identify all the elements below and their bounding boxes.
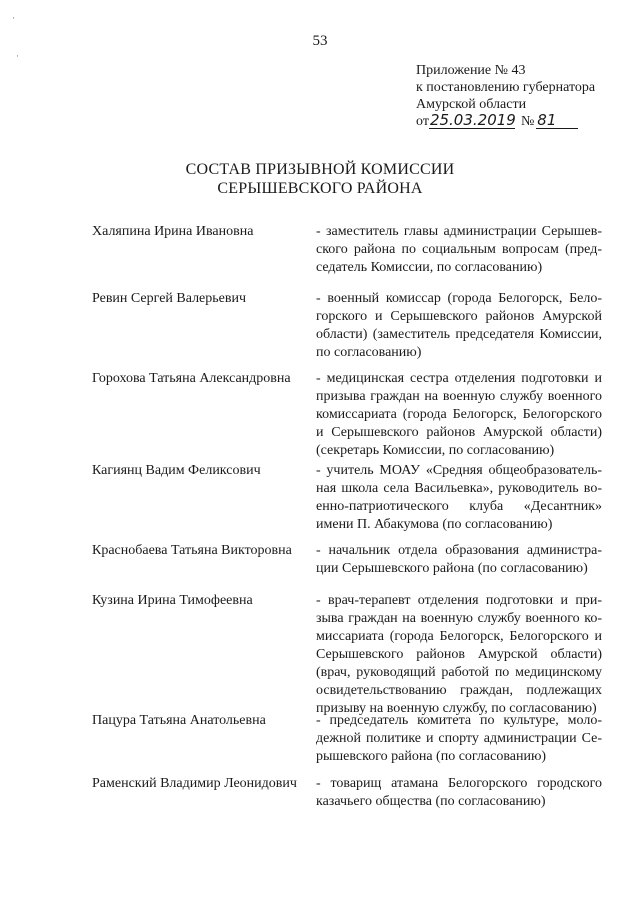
title-line-2: СЕРЫШЕВСКОГО РАЙОНА [217,180,423,197]
member-role: - заместитель главы администрации Серышевского района по социальным вопросам (председатель Комиссии, по согласованию) [316,224,602,275]
member-name: Ревин Сергей Валерьевич [92,291,247,306]
member-name: Кузина Ирина Тимофеевна [92,593,253,608]
member-role: - председатель комитета по культуре, молодежной политике и спорту администрации Серышевского района (по согласованию) [316,713,602,764]
member-name: Пацура Татьяна Анатольевна [92,713,266,728]
member-role: - военный комиссар (города Белогорск, Белогорского и Серышевского районов Амурской области) (заместитель председателя Комиссии, по согласованию) [316,291,602,360]
member-role: - товарищ атамана Белогорского городского казачьего общества (по согласованию) [316,776,602,809]
appendix-line-3: Амурской области [416,97,527,112]
page-number: 53 [312,33,328,49]
scan-speck: · [12,13,15,23]
appendix-line-1: Приложение № 43 [416,63,526,78]
number-sign: № [520,114,535,129]
member-role: - учитель МОАУ «Средняя общеобразовательная школа села Васильевка», руководитель военно-патриотического клуба «Десантник» имени П. Абакумова (по согласованию) [316,463,602,532]
date-prefix: от [416,114,429,129]
handwritten-date: 25.03.2019 [429,111,516,129]
handwritten-number: 81 [536,113,578,129]
title-line-1: СОСТАВ ПРИЗЫВНОЙ КОМИССИИ [185,161,455,178]
member-role: - начальник отдела образования администрации Серышевского района (по согласованию) [316,543,602,576]
member-name: Краснобаева Татьяна Викторовна [92,543,292,558]
member-role: - врач-терапевт отделения подготовки и призыва граждан на военную службу военного комиссариата (города Белогорск, Белогорского и Серышевского районов Амурской области) (врач, руководящий работой по медицинскому освидетельствованию граждан, подлежащих призыву на военную службу, по согласованию) [316,593,602,716]
scan-speck: · [16,51,19,61]
member-role: - медицинская сестра отделения подготовки и призыва граждан на военную службу военного комиссариата (города Белогорск, Белогорского и Серышевского районов Амурской области) (секретарь Комиссии, по согласованию) [316,371,602,458]
member-name: Раменский Владимир Леонидович [92,776,297,791]
member-name: Халяпина Ирина Ивановна [92,224,254,239]
appendix-line-2: к постановлению губернатора [416,80,596,95]
member-name: Кагиянц Вадим Феликсович [92,463,261,478]
member-name: Горохова Татьяна Александровна [92,371,291,386]
